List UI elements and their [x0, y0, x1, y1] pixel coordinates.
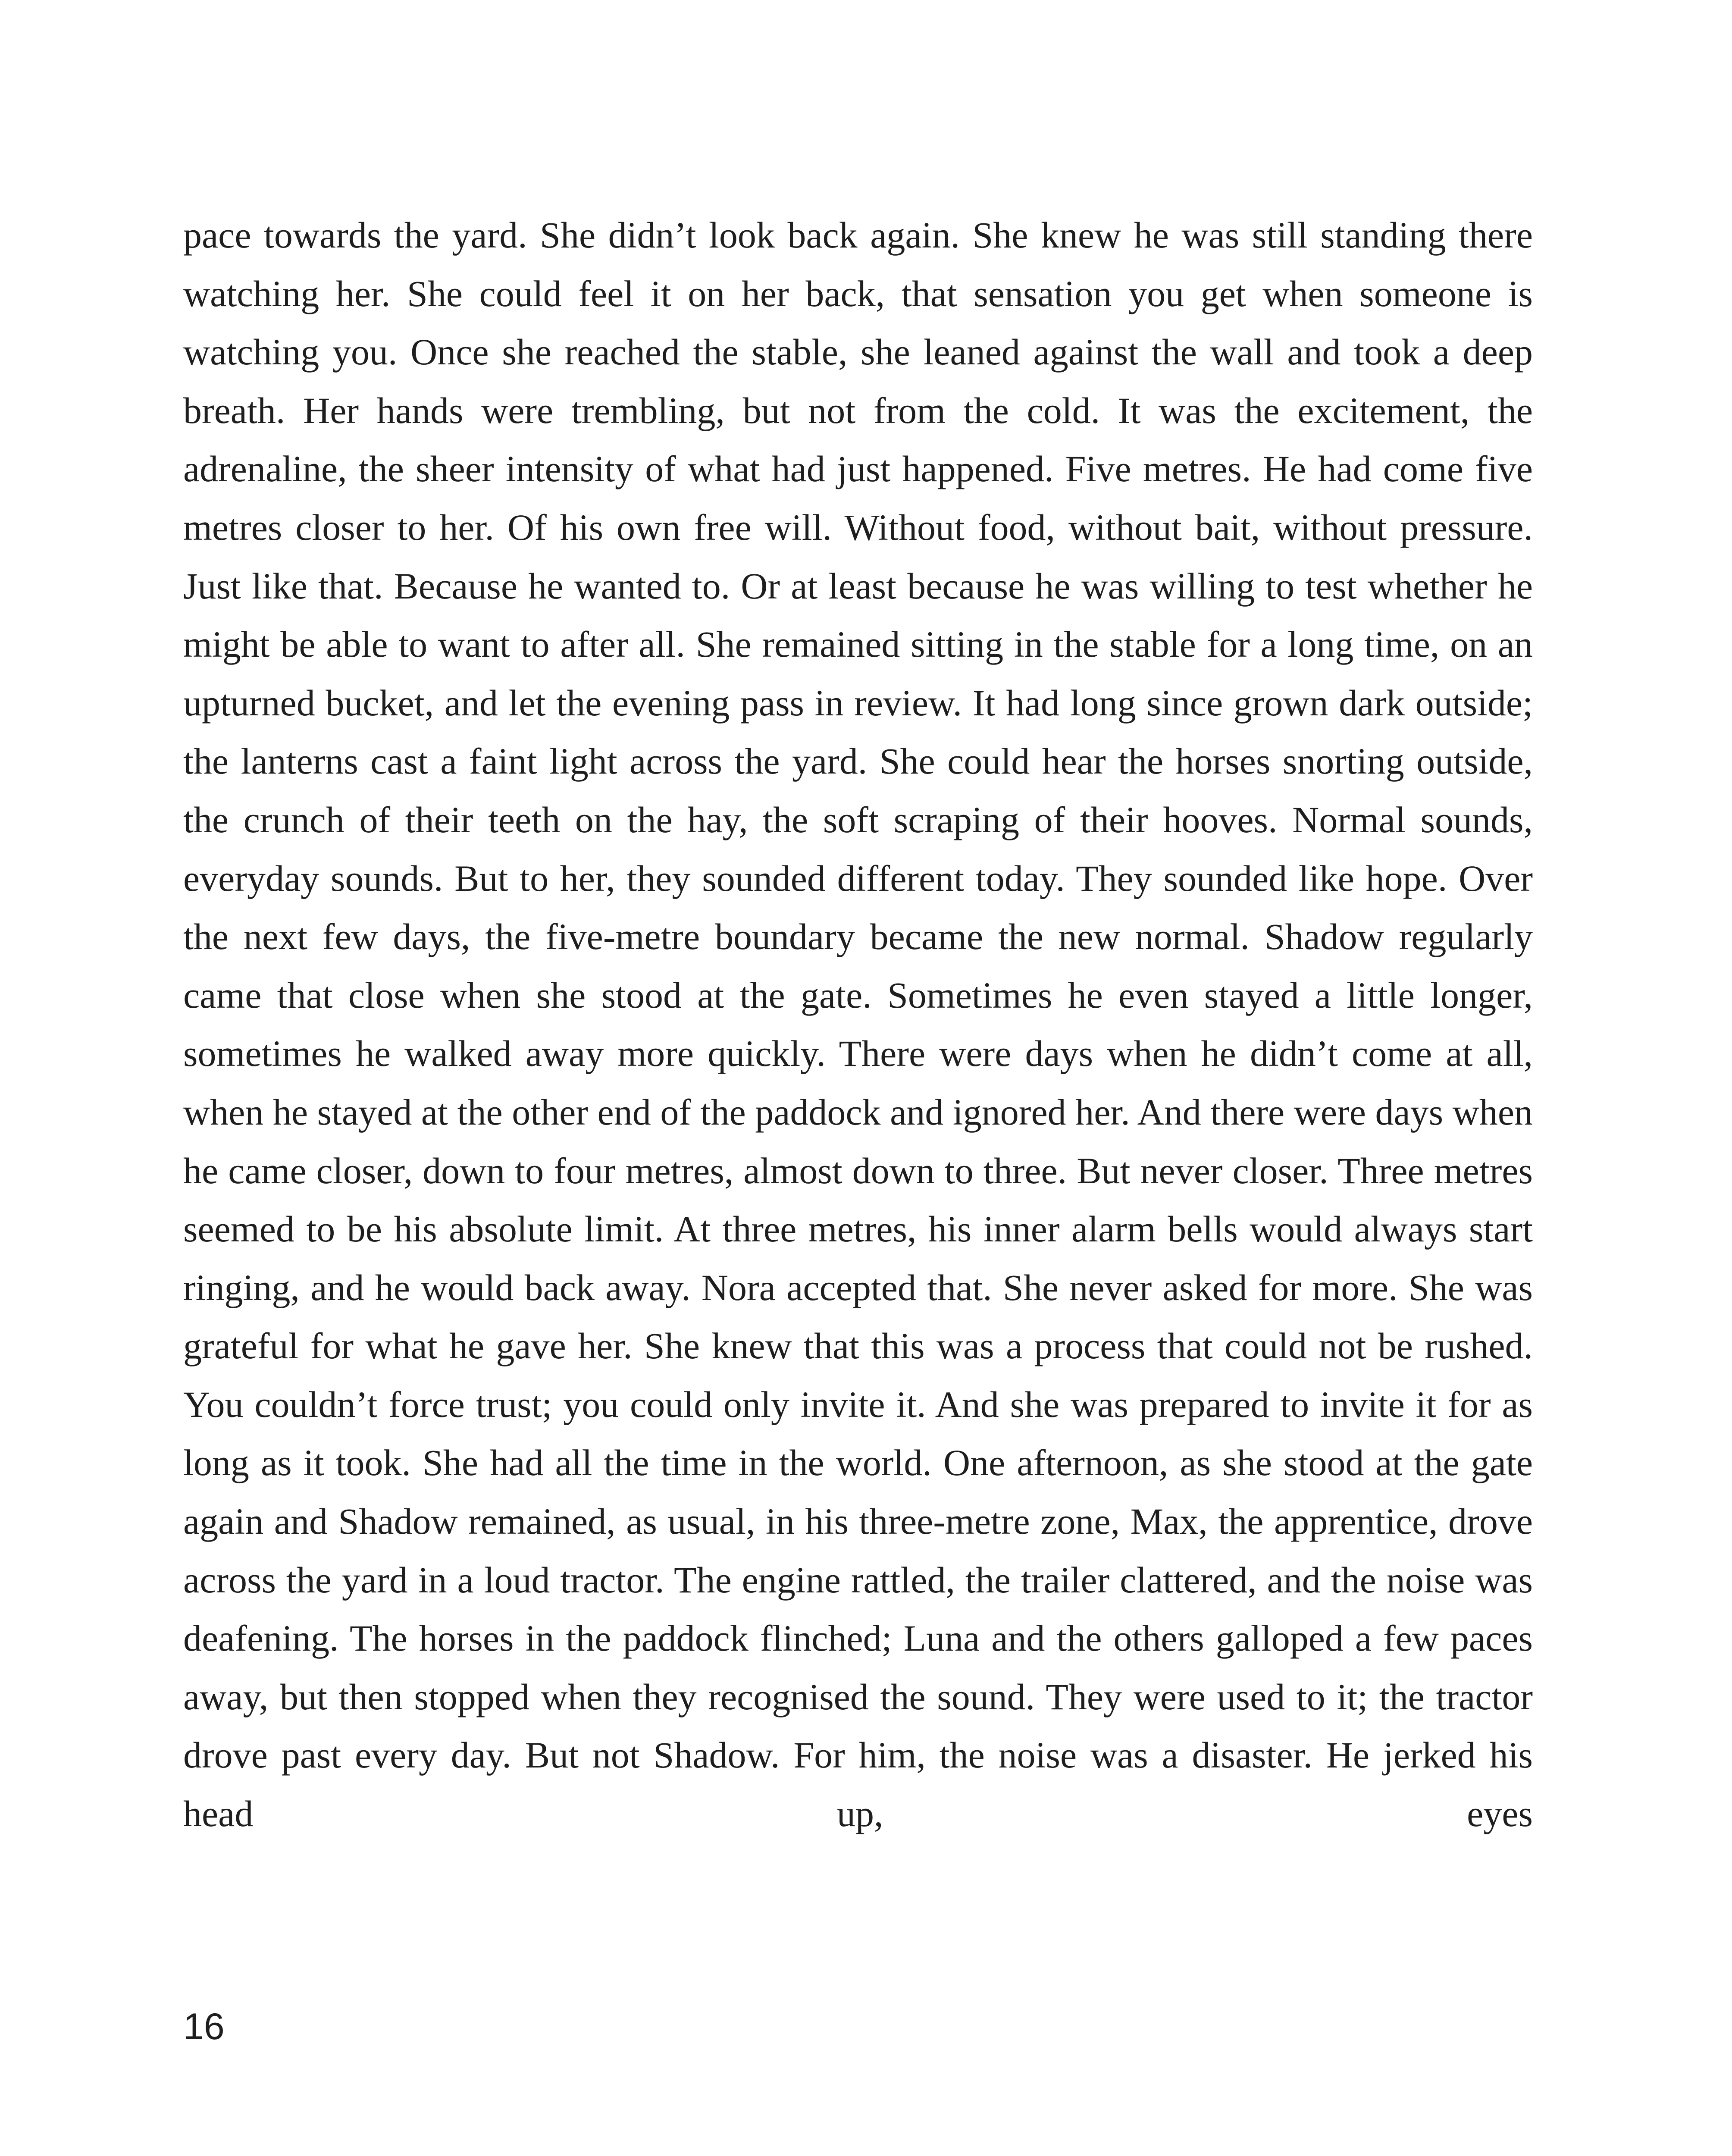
body-text: pace towards the yard. She didn’t look back again. She knew he was still standing there watching her. She could feel it on her back, that sensation you get when someone is watching you. Once she reached the stable, she leaned against the wall and took a deep breath. Her hands were trembling, but not from the cold. It was the excitement, the adrenaline, the sheer intensity of what had just happened. Five metres. He had come five metres closer to her. Of his own free will. Without food, without bait, without pressure. Just like that. Because he wanted to. Or at least because he was willing to test whether he might be able to want to after all. She remained sitting in the stable for a long time, on an upturned bucket, and let the evening pass in review. It had long since grown dark outside; the lanterns cast a faint light across the yard. She could hear the horses snorting outside, the crunch of their teeth on the hay, the soft scraping of their hooves. Normal sounds, everyday sounds. But to her, they sounded different today. They sounded like hope. Over the next few days, the five-metre boundary became the new normal. Shadow regularly came that close when she stood at the gate. Sometimes he even stayed a little longer, sometimes he walked away more quickly. There were days when he didn’t come at all, when he stayed at the other end of the paddock and ignored her. And there were days when he came closer, down to four metres, almost down to three. But never closer. Three metres seemed to be his absolute limit. At three metres, his inner alarm bells would always start ringing, and he would back away. Nora accepted that. She never asked for more. She was grateful for what he gave her. She knew that this was a process that could not be rushed. You couldn’t force trust; you could only invite it. And she was prepared to invite it for as long as it took. She had all the time in the world. One afternoon, as she stood at the gate again and Shadow remained, as usual, in his three-metre zone, Max, the apprentice, drove across the yard in a loud tractor. The engine rattled, the trailer clattered, and the noise was deafening. The horses in the paddock flinched; Luna and the others galloped a few paces away, but then stopped when they recognised the sound. They were used to it; the tractor drove past every day. But not Shadow. For him, the noise was a disaster. He jerked his head up, eyes	[183, 214, 1533, 1835]
page-number: 16	[183, 2006, 225, 2047]
